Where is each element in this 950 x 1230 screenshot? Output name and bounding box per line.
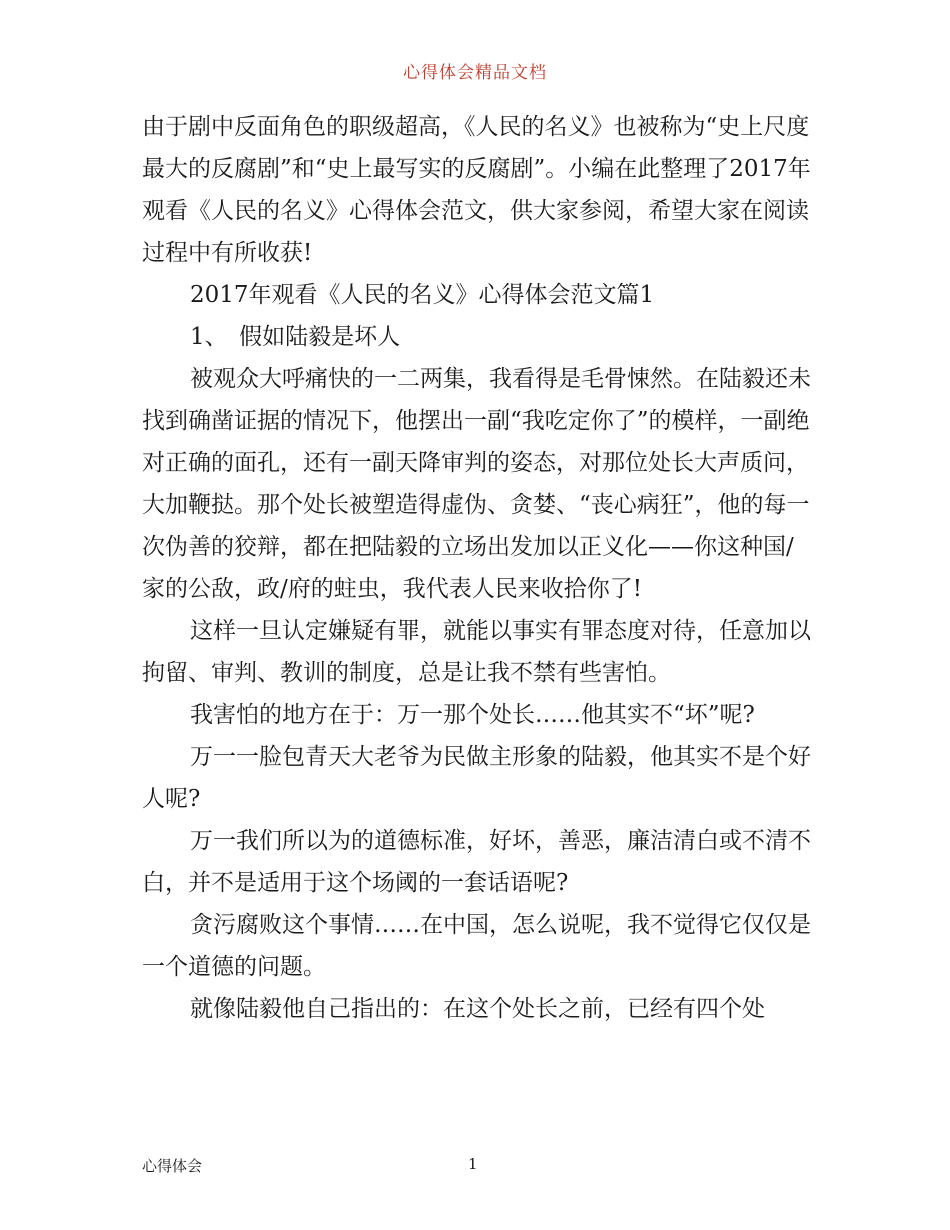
intro-paragraph: 由于剧中反面角色的职级超高，《人民的名义》也被称为“史上尺度最大的反腐剧”和“史上最写实的反腐剧”。小编在此整理了2017年观看《人民的名义》心得体会范文，供大家参阅，希望大家在阅读过程中有所收获! bbox=[142, 114, 811, 266]
body-paragraph: 万一一脸包青天大老爷为民做主形象的陆毅，他其实不是个好人呢? bbox=[142, 744, 811, 812]
body-paragraph: 这样一旦认定嫌疑有罪，就能以事实有罪态度对待，任意加以拘留、审判、教训的制度，总是让我不禁有些害怕。 bbox=[142, 618, 811, 686]
body-paragraph: 被观众大呼痛快的一二两集，我看得是毛骨悚然。在陆毅还未找到确凿证据的情况下，他摆出一副“我吃定你了”的模样，一副绝对正确的面孔，还有一副天降审判的姿态，对那位处长大声质问，大加鞭挞。那个处长被塑造得虚伪、贪婪、“丧心病狂”，他的每一次伪善的狡辩，都在把陆毅的立场出发加以正义化——你这种国/家的公敌，政/府的蛀虫，我代表人民来收拾你了! bbox=[142, 366, 811, 602]
document-body bbox=[142, 106, 812, 1030]
page-number: 1 bbox=[468, 1155, 478, 1173]
section-heading: 2017年观看《人民的名义》心得体会范文篇1 bbox=[190, 282, 655, 308]
body-paragraph: 我害怕的地方在于：万一那个处长……他其实不“坏”呢? bbox=[190, 702, 755, 728]
footer-label: 心得体会 bbox=[142, 1157, 203, 1175]
page-header-title: 心得体会精品文档 bbox=[403, 63, 547, 83]
body-paragraph: 贪污腐败这个事情……在中国，怎么说呢，我不觉得它仅仅是一个道德的问题。 bbox=[142, 912, 811, 980]
body-paragraph: 万一我们所以为的道德标准，好坏，善恶，廉洁清白或不清不白，并不是适用于这个场阈的一套话语呢? bbox=[142, 828, 811, 896]
body-paragraph: 就像陆毅他自己指出的：在这个处长之前，已经有四个处 bbox=[190, 996, 765, 1022]
subsection-heading: 1、 假如陆毅是坏人 bbox=[190, 324, 401, 350]
